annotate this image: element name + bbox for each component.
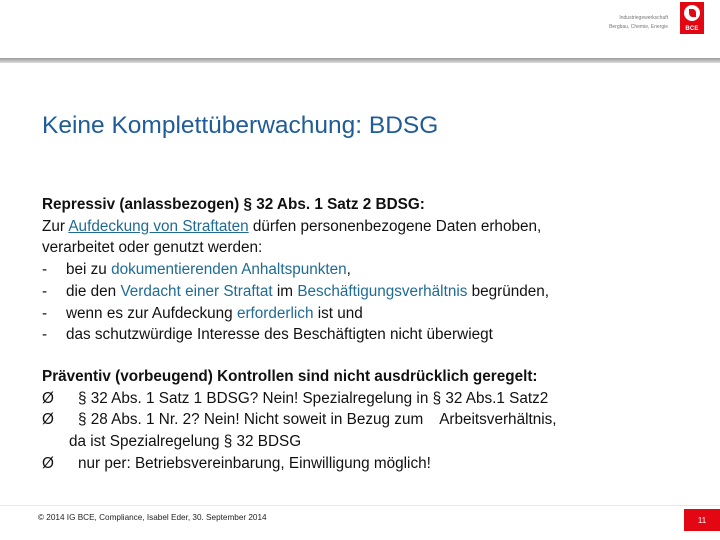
page-number-badge: 11 (684, 509, 720, 531)
list-item-continuation: da ist Spezialregelung § 32 BDSG (69, 433, 302, 451)
section-repressiv-heading: Repressiv (anlassbezogen) § 32 Abs. 1 Satz 2 BDSG: (42, 196, 425, 213)
ig-bce-logo (609, 14, 668, 32)
highlight-text: erforderlich (236, 304, 314, 322)
bullet-marker: - (42, 304, 48, 322)
intro-suffix: dürfen personenbezogene Daten erhoben, (248, 217, 542, 235)
slide-title: Keine Komplettüberwachung: BDSG (42, 112, 439, 139)
list-item: - wenn es zur Aufdeckung erforderlich ist und (42, 303, 682, 325)
slide-body (42, 194, 682, 474)
footer-divider (0, 505, 720, 506)
list-item: - die den Verdacht einer Straftat im Beschäftigungsverhältnis begründen, (42, 281, 682, 303)
arrow-bullet-icon: Ø (42, 411, 54, 429)
slide-header (0, 0, 720, 62)
header-divider (0, 58, 720, 63)
arrow-bullet-icon: Ø (42, 454, 54, 472)
highlight-text: Verdacht einer Straftat (120, 282, 273, 300)
list-item: - das schutzwürdige Interesse des Beschäftigten nicht überwiegt (42, 324, 682, 346)
highlight-text: Beschäftigungsverhältnis (297, 282, 468, 300)
list-item: Ø § 28 Abs. 1 Nr. 2? Nein! Nicht soweit in Bezug zum Arbeitsverhältnis, (42, 409, 682, 431)
bullet-marker: - (42, 261, 48, 279)
section-repressiv-intro (42, 216, 682, 238)
footer-copyright: © 2014 IG BCE, Compliance, Isabel Eder, 30. September 2014 (38, 513, 267, 522)
logo-mark-icon (680, 2, 704, 34)
bullet-marker: - (42, 326, 48, 344)
intro-link: Aufdeckung von Straftaten (68, 217, 249, 235)
logo-line-2: Bergbau, Chemie, Energie (609, 24, 668, 30)
intro-prefix: Zur (42, 217, 69, 235)
list-item: - bei zu dokumentierenden Anhaltspunkten, (42, 259, 682, 281)
highlight-text: dokumentierenden Anhaltspunkten (111, 261, 347, 279)
bullet-marker: - (42, 282, 48, 300)
flame-icon (684, 5, 700, 21)
section-repressiv-intro-line2: verarbeitet oder genutzt werden: (42, 239, 263, 257)
section-praeventiv-heading: Präventiv (vorbeugend) Kontrollen sind nicht ausdrücklich geregelt: (42, 367, 538, 385)
logo-brand-text: BCE (685, 26, 699, 32)
section-spacer (42, 346, 682, 366)
list-item: Ø § 32 Abs. 1 Satz 1 BDSG? Nein! Spezialregelung in § 32 Abs.1 Satz2 (42, 388, 682, 410)
logo-line-1: Industriegewerkschaft (619, 15, 668, 21)
arrow-bullet-icon: Ø (42, 389, 54, 407)
list-item: Ø nur per: Betriebsvereinbarung, Einwilligung möglich! (42, 453, 682, 475)
